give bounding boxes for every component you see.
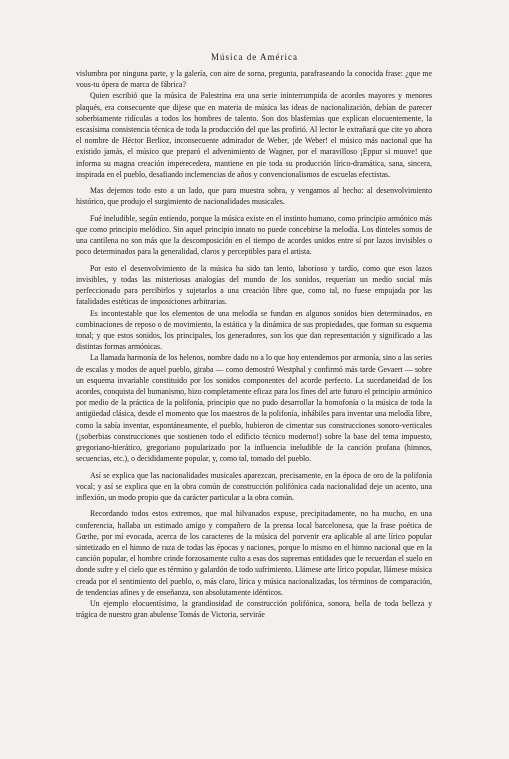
- paragraph: Un ejemplo elocuentísimo, la grandiosidad de construcción polifónica, sonora, bella de toda belleza y trágica de nuestro gran abulense Tomás de Victoria, serviráe: [76, 599, 432, 620]
- paragraph: Fué ineludible, según entiendo, porque la música existe en el instinto humano, como principio armónico más que como principio melódico. Sin aquel principio innato no puede concebirse la melodía. Los dinteles somos de una cantilena no son más que la descomposición en el tiempo de acordes unidos entre sí por lazos invisibles o poco determinados para la generalidad, claros y perceptibles para el artista.: [76, 213, 432, 257]
- paragraph: Recordando todos estos extremos, que mal hilvanados expuse, precipitadamente, no ha mucho, en una conferencia, hallaba un estimado amigo y compañero de la prensa local barcelonesa, que la frase poética de Gœthe, por mí evocada, acerca de los caracteres de la música del porvenir era aplicable al arte lírico popular sintetizado en el himno de raza de todas las épocas y naciones, porque lo mismo en el himno nacional que en la canción popular, el hombre crinde forzosamente culto a esas dos supremas entidades que le recuerdan el suelo en donde sufre y el cielo que es término y galardón de todo sufrimiento. Llámese arte lírico popular, llámese música creada por el sentimiento del pueblo, o, más claro, lírica y música nacionalizadas, los términos de comparación, de tendencias afines y de enseñanza, son absolutamente idénticos.: [76, 509, 432, 597]
- paragraph: Por esto el desenvolvimiento de la música ha sido tan lento, laborioso y tardío, como que esos lazos invisibles, y todas las misteriosas analogías del mundo de los sonidos, requerían un medio social más perfeccionado para percibirlos y sujetarlos a una creación libre que, como tal, no fuese empujada por las fatalidades estéticas de imposiciones arbitrarias.: [76, 263, 432, 307]
- paragraph: Así se explica que las nacionalidades musicales aparezcan, precisamente, en la época de oro de la polifonía vocal; y así se explica que en la obra común de construcción polifónica cada nacionalidad deje un acento, una inflexión, un modo propio que da carácter particular a la obra común.: [76, 470, 432, 503]
- paragraph: La llamada harmonía de los helenos, nombre dado no a lo que hoy entendemos por armonía, sino a las series de escalas y modos de aquel pueblo, giraba — como demostró Westphal y confirmó más tarde Gevaert — sobre un esquema invariable constituido por los sonidos componentes del acorde perfecto. La sucedaneidad de los acordes, conquista del humanismo, hizo completamente eficaz para los fines del arte futuro el principio armónico por medio de la práctica de la polifonía, principio que no pudo desarrollar la homofonía o la música de toda la antigüedad clásica, desde el momento que los maestros de la polifonía, inhábiles para inventar una melodía libre, como la sabía inventar, espontáneamente, el pueblo, hubieron de cimentar sus construcciones sonoro-verticales (¡soberbias construcciones que sostienen todo el edificio técnico moderno!) sobre la base del tema impuesto, gregoriano-hierático, gregoriano popularizado por la influencia ineludible de la canción profana (himnos, secuencias, etc.), o decididamente popular, y, como tal, tomado del pueblo.: [76, 353, 432, 464]
- body-text: [76, 68, 432, 620]
- paragraph: vislumbra por ninguna parte, y la galería, con aire de sorna, pregunta, parafraseando la conocida frase: ¿que me vous-tu ópera de marca de fábrica?: [76, 69, 432, 90]
- paragraph: Quien escribió que la música de Palestrina era una serie ininterrumpida de acordes mayores y menores plaqués, era consecuente que dijese que en materia de música las ideas de nacionalización, debían de parecer soberbiamente ridículas a todos los hombres de talento. Son dos blasfemias que explican elocuentemente, la escasísima consistencia técnica de toda la producción del que las profirió. Al lector le extrañará que cite yo ahora el nombre de Héctor Berlioz, inconsecuente admirador de Weber, ¡de Weber! el músico más nacional que ha existido jamás, el músico que preparó el advenimiento de Wagner, por el maravilloso ¡Eppur si muove! que informa su magna creación imperecedera, mantiene en pie toda su producción lírico-dramática, sana, sincera, inspirada en el pueblo, desafiando inclemencias de años y convencionalismos de escuelas efectistas.: [76, 91, 432, 179]
- paragraph: Mas dejemos todo esto a un lado, que para muestra sobra, y vengamos al hecho: al desenvolvimiento histórico, que produjo el surgimiento de nacionalidades musicales.: [76, 186, 432, 207]
- running-head: Música de América: [211, 52, 298, 62]
- paragraph: Es incontestable que los elementos de una melodía se fundan en algunos sonidos bien determinados, en combinaciones de reposo o de movimiento, la estática y la dinámica de sus propiedades, que forman su esquema tonal; y que estos sonidos, los principales, los generadores, son los que dan representación y significado a las distintas formas armónicas.: [76, 308, 432, 352]
